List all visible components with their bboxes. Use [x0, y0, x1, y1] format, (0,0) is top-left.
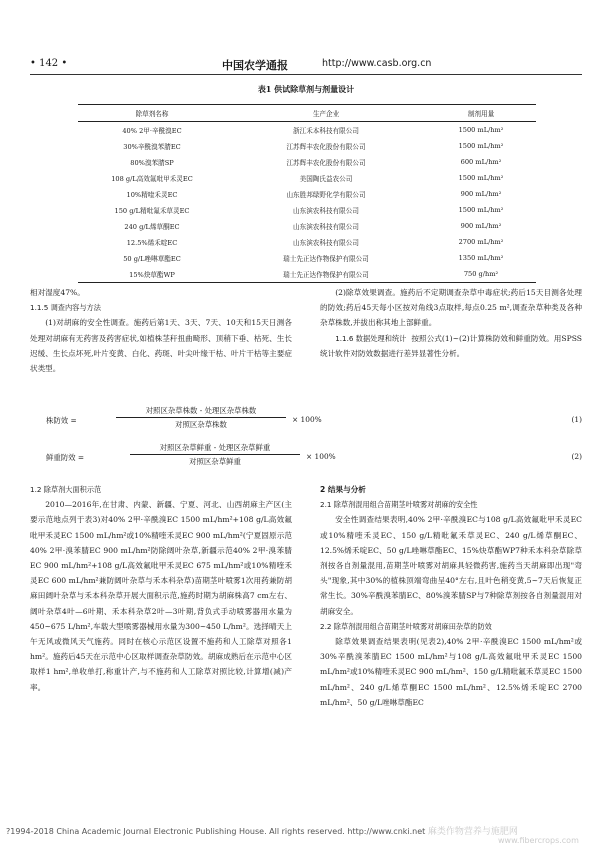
table-cell: 江苏辉丰农化股份有限公司 [286, 159, 366, 167]
copyright-notice: ?1994-2018 China Academic Journal Electronic Publishing House. All rights reserved. http://www.cnki.net [6, 827, 426, 836]
table-header-row [78, 105, 536, 122]
table-cell: 80%溴苯腈SP [130, 159, 174, 167]
table-cell: 瑞士先正达作物保护有限公司 [226, 266, 426, 283]
footer [6, 824, 518, 837]
section-heading-1-1-6: 1.1.6 数据处理和统计 [335, 333, 407, 343]
body-paragraph: 2010—2016年,在甘肃、内蒙、新疆、宁夏、河北、山西胡麻主产区(主要示范地点列于表3)对40% 2甲·辛酰溴EC 1500 mL/hm²+108 g/L高效氟吡甲禾灵EC 1500 mL/hm²或10%精喹禾灵EC 900 mL/hm²(宁夏固原示范40% 2甲·溴苯腈EC 900 mL/hm²防除阔叶杂草,新疆示范40% 2甲·溴苯腈EC 900 mL/hm²+108 g/L高效氟吡甲禾灵EC 675 mL/hm²或10%精喹禾灵EC 600 mL/hm²兼防阔叶杂草与禾本科杂草)苗期茎叶喷雾1次用药兼防胡麻田阔叶杂草与禾本科杂草开展大面积示范,施药时期为胡麻株高7 cm左右、阔叶杂草4叶—6叶期、禾本科杂草2叶—3叶期,背负式手动喷雾器用水量为450~675 L/hm²,车载大型喷雾器械用水量为300~450 L/hm²。选择晴天上午无风或微风天气施药。同时在核心示范区设置不施药和人工除草对照各1 hm²。施药后45天在示范中心区取样调查杂草防效。胡麻成熟后在示范中心区取样1 hm²,单收单打,称重计产,与不施药和人工除草对照比较,计算增(减)产率。 [30, 500, 292, 692]
body-paragraph: (2)除草效果调查。施药后不定期调查杂草中毒症状;药后15天目测各处理的防效;药后45天每小区按对角线3点取样,每点0.25 m²,调查杂草种类及各种杂草株数,并拔出称其地上部鲜重。 [320, 288, 582, 328]
table-cell: 1500 mL/hm² [458, 174, 504, 182]
formula-1 [46, 403, 582, 437]
formula-label: 株防效 = [46, 416, 77, 425]
section-heading-1-2: 1.2 除草剂大面积示范 [30, 485, 102, 494]
column-header: 制剂用量 [426, 105, 536, 122]
table-row [78, 122, 536, 139]
body-paragraph: 相对湿度47%。 [30, 288, 85, 297]
table-cell: 山东滨农科技有限公司 [293, 239, 359, 247]
watermark-url: www.fibercrops.com [498, 836, 579, 845]
body-paragraph: 除草效果调查结果表明(见表2),40% 2甲·辛酰溴EC 1500 mL/hm²或30%辛酰溴苯腈EC 1500 mL/hm²与108 g/L高效氟吡甲禾灵EC 1500 mL/hm²或10%精喹禾灵EC 900 mL/hm²、150 g/L精吡氟禾草灵EC 1500 mL/hm²、240 g/L烯草酮EC 1500 mL/hm²、12.5%烯禾啶EC 2700 mL/hm²、50 g/L唑啉草酯EC [320, 637, 582, 707]
section-heading-2: 2 结果与分析 [320, 485, 366, 494]
table-row [78, 250, 536, 266]
table-row [78, 170, 536, 186]
table-cell: 12.5%烯禾啶EC [126, 239, 178, 247]
table-row [78, 234, 536, 250]
journal-url: http://www.casb.org.cn [322, 58, 432, 69]
table-row [78, 138, 536, 154]
header-rule [30, 74, 582, 75]
table-cell: 240 g/L烯草酮EC [124, 223, 180, 231]
table-cell: 2700 mL/hm² [458, 238, 504, 246]
column-header: 除草剂名称 [78, 105, 226, 122]
table-cell: 40% 2甲·辛酰溴EC [122, 127, 182, 135]
right-column-top [320, 285, 582, 361]
table-cell: 山东胜邦绿野化学有限公司 [286, 191, 366, 199]
table-cell: 江苏辉丰农化股份有限公司 [286, 143, 366, 151]
table-row [78, 186, 536, 202]
body-paragraph: 安全性调查结果表明,40% 2甲·辛酰溴EC与108 g/L高效氟吡甲禾灵EC或10%精喹禾灵EC、150 g/L精吡氟禾草灵EC、240 g/L烯草酮EC、12.5%烯禾啶EC、50 g/L唑啉草酯EC、15%炔草酯WP7种禾本科杂草除草剂按各自剂量混用,苗期茎叶喷雾对胡麻具轻微药害,施药当天胡麻即出现"弯头"现象,其中30%的植株顶端弯曲呈40°左右,且叶色稍变黄,5~7天后恢复正常生长。30%辛酰溴苯腈EC、80%溴苯腈SP与7种除草剂按各自剂量混用对胡麻安全。 [320, 515, 582, 616]
column-header: 生产企业 [226, 105, 426, 122]
table-cell: 750 g/hm² [426, 266, 536, 283]
table-cell: 108 g/L高效氟吡甲禾灵EC [111, 175, 193, 183]
formula-numerator: 对照区杂草株数 - 处理区杂草株数 [116, 405, 286, 418]
section-heading-2-1: 2.1 除草剂混用组合苗期茎叶喷雾对胡麻的安全性 [320, 500, 478, 510]
section-heading-1-1-5: 1.1.5 调查内容与方法 [30, 303, 101, 313]
formula-numerator: 对照区杂草鲜重 - 处理区杂草鲜重 [130, 442, 300, 455]
table-cell: 山东滨农科技有限公司 [293, 223, 359, 231]
table-cell: 15%炔草酯WP [78, 266, 226, 283]
body-paragraph: 按照公式(1)~(2)计算株防效和鲜重防效。用SPSS统计软件对防效数据进行差异显著性分析。 [320, 333, 583, 358]
table-cell: 1350 mL/hm² [458, 254, 504, 262]
left-column-top [30, 285, 292, 376]
journal-title: 中国农学通报 [222, 59, 288, 72]
table-row [78, 154, 536, 170]
running-header [30, 58, 582, 74]
table-cell: 1500 mL/hm² [458, 126, 504, 134]
watermark-text: 麻类作物营养与施肥网 [427, 827, 518, 837]
table-row [78, 266, 536, 283]
formula-denominator: 对照区杂草株数 [175, 420, 227, 429]
section-heading-2-2: 2.2 除草剂混用组合苗期茎叶喷雾对胡麻田杂草的防效 [320, 621, 492, 631]
body-paragraph: (1)对胡麻的安全性调查。施药后第1天、3天、7天、10天和15天日测各处理对胡麻有无药害及药害症状,如植株茎秆扭曲畸形、顶稍下垂、枯死、生长迟缓、生长点坏死,叶片变黄、白化、药斑、叶尖叶缘干枯、叶片干枯等主要症状类型。 [30, 318, 292, 374]
page-number: • 142 • [30, 58, 68, 69]
formula-multiplier: × 100% [306, 452, 336, 461]
formula-multiplier: × 100% [292, 415, 322, 424]
table-cell: 900 mL/hm² [460, 190, 502, 198]
formula-fraction [116, 405, 286, 430]
table-cell: 美国陶氏益农公司 [299, 175, 353, 183]
table-row [78, 218, 536, 234]
formula-denominator: 对照区杂草鲜重 [189, 457, 241, 466]
table-cell: 900 mL/hm² [460, 222, 502, 230]
left-column-bottom [30, 482, 292, 695]
formula-2 [46, 440, 582, 474]
equation-number: (2) [571, 452, 582, 461]
table-row [78, 202, 536, 218]
table-cell: 30%辛酰溴苯腈EC [123, 143, 181, 151]
table-cell: 10%精喹禾灵EC [126, 191, 178, 199]
table-cell: 瑞士先正达作物保护有限公司 [283, 255, 369, 263]
right-column-bottom [320, 482, 582, 710]
table-cell: 浙江禾本科技有限公司 [293, 127, 359, 135]
table-cell: 600 mL/hm² [460, 158, 502, 166]
table-cell: 1500 mL/hm² [458, 206, 504, 214]
equation-number: (1) [571, 415, 582, 424]
table-cell: 50 g/L唑啉草酯EC [123, 255, 181, 263]
table-cell: 1500 mL/hm² [458, 142, 504, 150]
herbicide-table [78, 104, 536, 283]
table-cell: 山东滨农科技有限公司 [293, 207, 359, 215]
formula-fraction [130, 442, 300, 467]
table-cell: 150 g/L精吡氟禾草灵EC [114, 207, 190, 215]
table-caption: 表1 供试除草剂与剂量设计 [257, 84, 355, 94]
formula-label: 鲜重防效 = [46, 453, 85, 462]
